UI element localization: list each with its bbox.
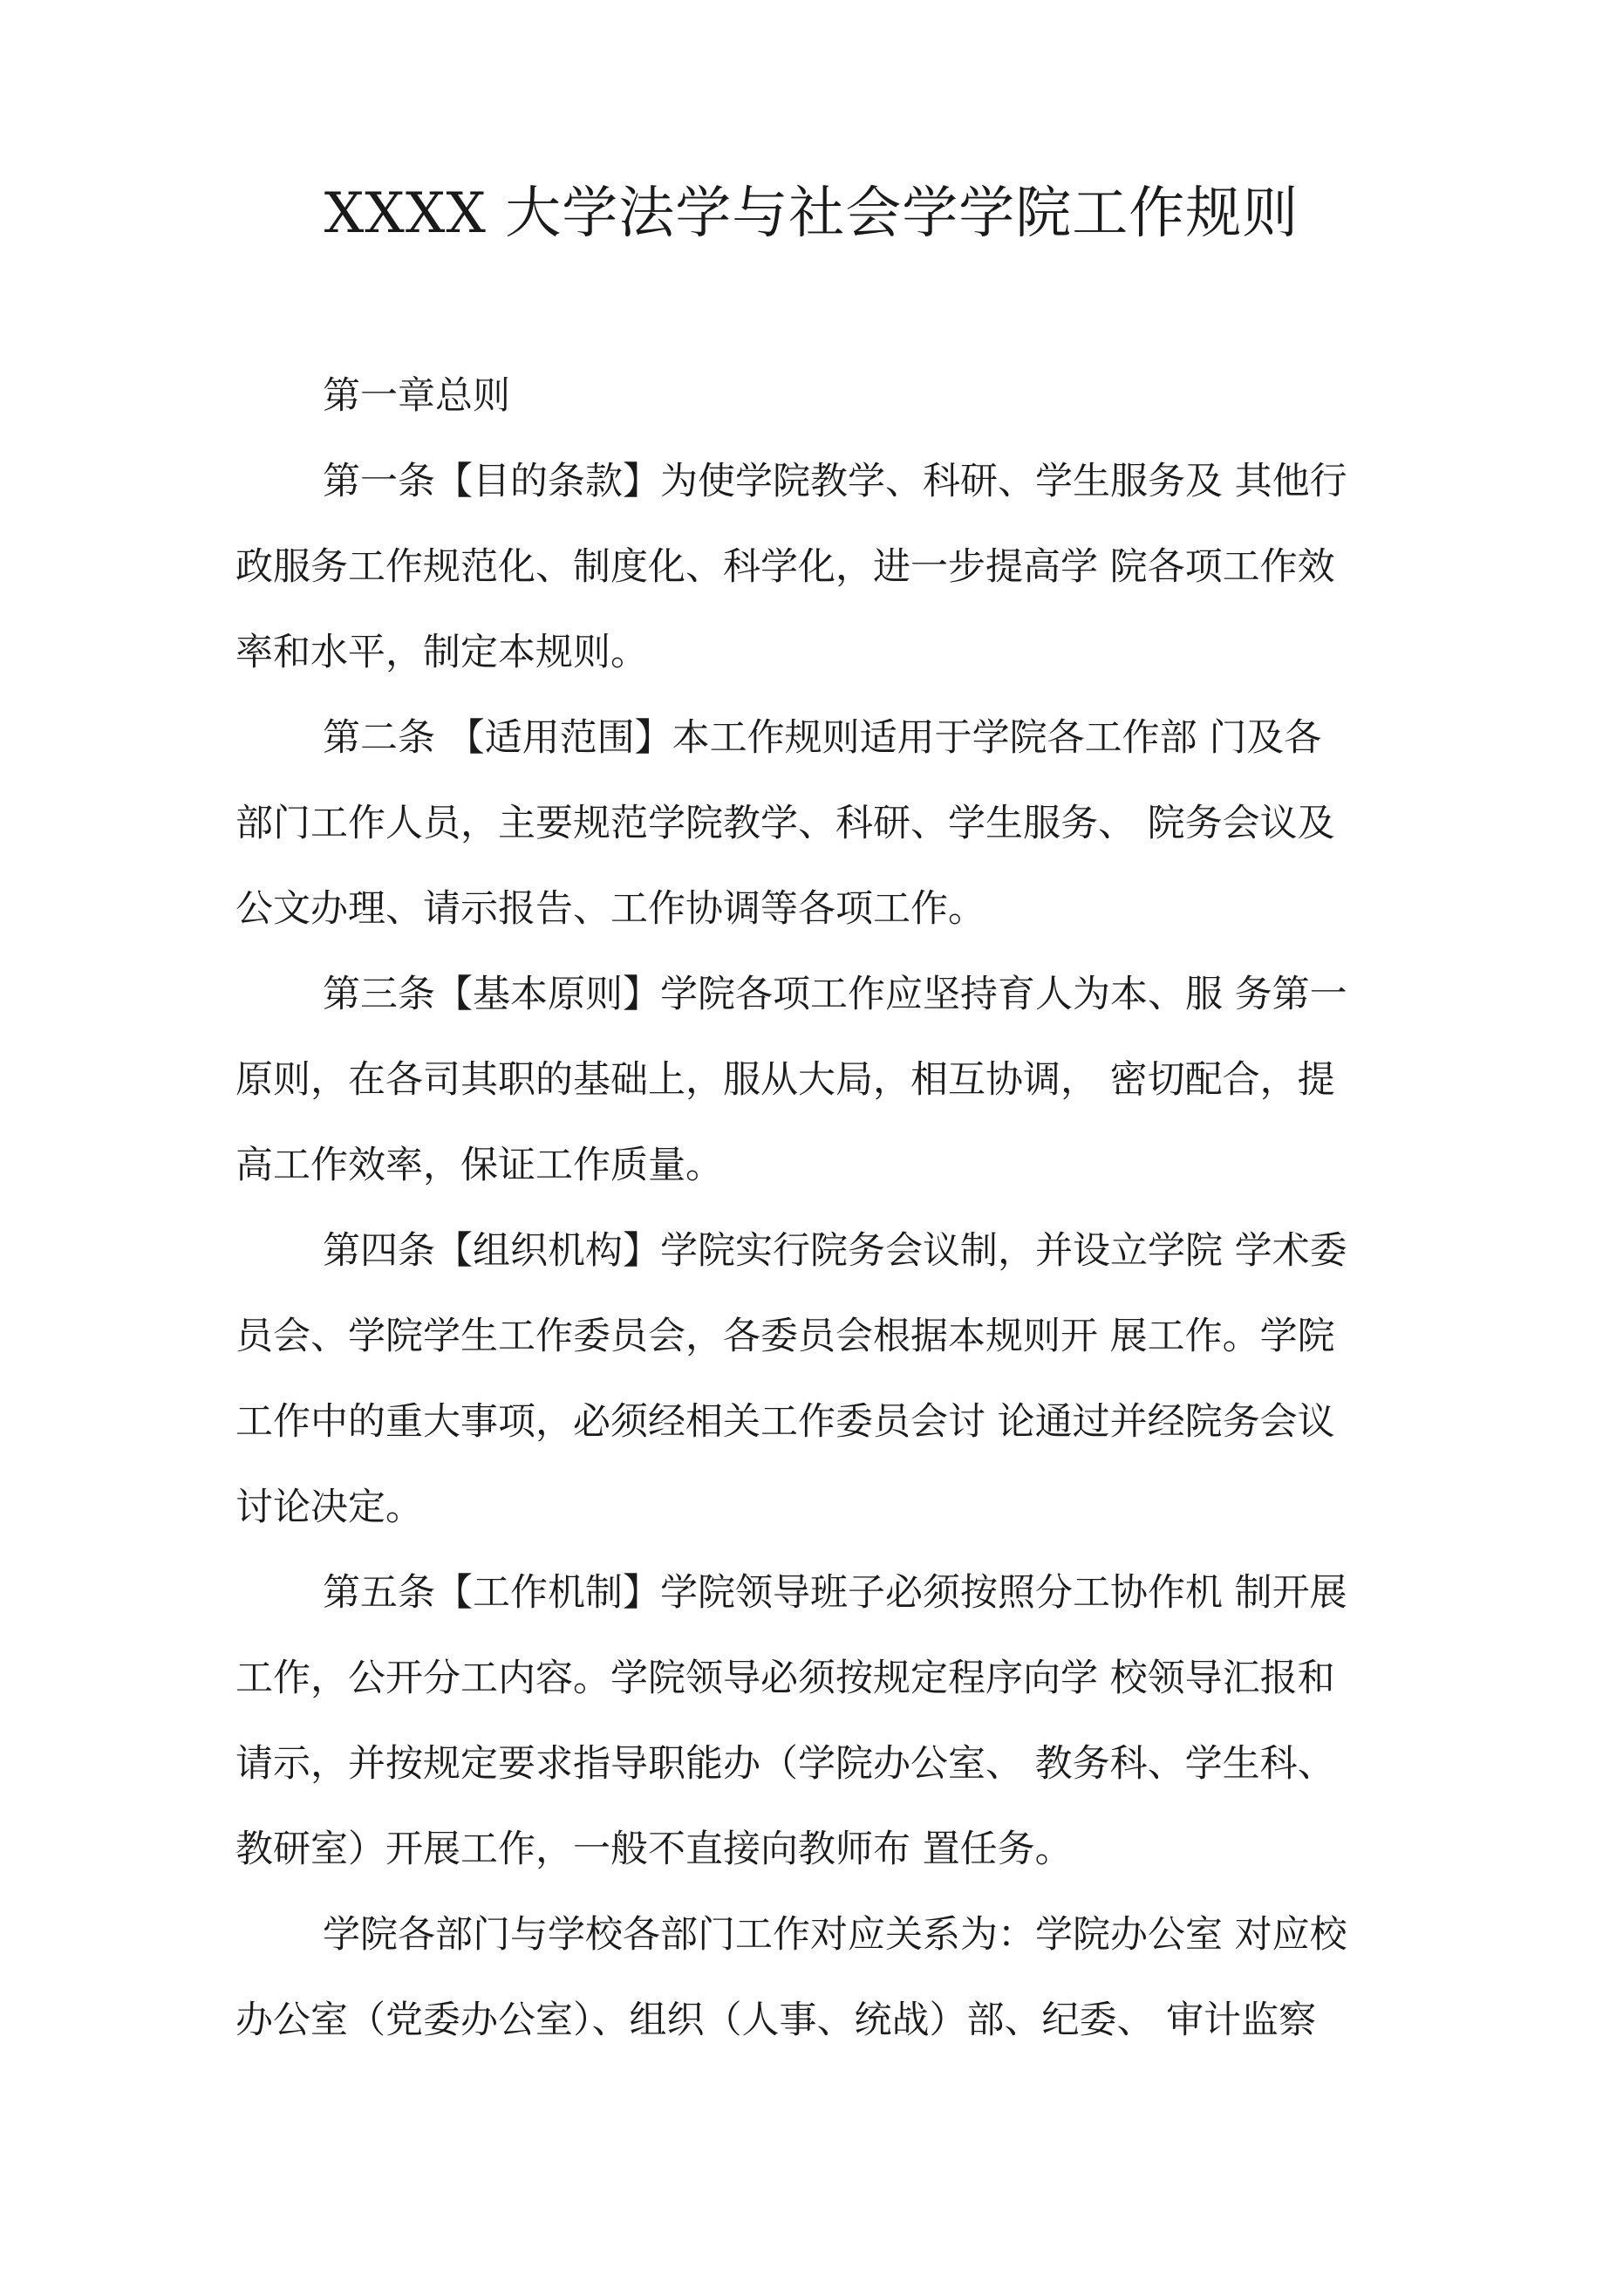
chapter-heading: 第一章总则 [323, 374, 510, 418]
article-5-line-1: 第五条【工作机制】学院领导班子必须按照分工协作机 制开展 [323, 1571, 1347, 1615]
article-5-line-2: 工作，公开分工内容。学院领导必须按规定程序向学 校领导汇报和 [235, 1657, 1335, 1700]
article-2-line-2: 部门工作人员，主要规范学院教学、科研、学生服务、 院务会议及 [235, 802, 1335, 845]
article-4-line-3: 工作中的重大事项，必须经相关工作委员会讨 论通过并经院务会议 [235, 1400, 1335, 1444]
correspondence-line-1: 学院各部门与学校各部门工作对应关系为：学院办公室 对应校 [323, 1913, 1347, 1957]
article-1-line-2: 政服务工作规范化、制度化、科学化，进一步提高学 院各项工作效 [235, 545, 1335, 589]
article-5-line-4: 教研室）开展工作，一般不直接向教师布 置任务。 [235, 1828, 1073, 1871]
correspondence-line-2: 办公室（党委办公室）、组织（人事、统战）部、纪委、 审计监察 [235, 1999, 1317, 2042]
article-4-line-4: 讨论决定。 [235, 1486, 423, 1529]
article-5-line-3: 请示，并按规定要求指导职能办（学院办公室、 教务科、学生科、 [235, 1742, 1335, 1786]
article-2-line-3: 公文办理、请示报告、工作协调等各项工作。 [235, 887, 985, 931]
article-4-line-1: 第四条【组织机构】学院实行院务会议制，并设立学院 学术委 [323, 1229, 1347, 1273]
article-3-line-3: 高工作效率，保证工作质量。 [235, 1144, 723, 1187]
article-3-line-2: 原则，在各司其职的基础上，服从大局，相互协调， 密切配合，提 [235, 1058, 1335, 1102]
article-4-line-2: 员会、学院学生工作委员会，各委员会根据本规则开 展工作。学院 [235, 1315, 1335, 1358]
document-title: XXXX 大学法学与社会学学院工作规则 [324, 181, 1299, 246]
document-body [235, 353, 1404, 2063]
article-2-line-1: 第二条 【适用范围】本工作规则适用于学院各工作部 门及各 [323, 716, 1322, 760]
article-3-line-1: 第三条【基本原则】学院各项工作应坚持育人为本、服 务第一 [323, 973, 1347, 1016]
article-1-line-3: 率和水平，制定本规则。 [235, 631, 648, 674]
article-1-line-1: 第一条【目的条款】为使学院教学、科研、学生服务及 其他行 [323, 460, 1347, 503]
